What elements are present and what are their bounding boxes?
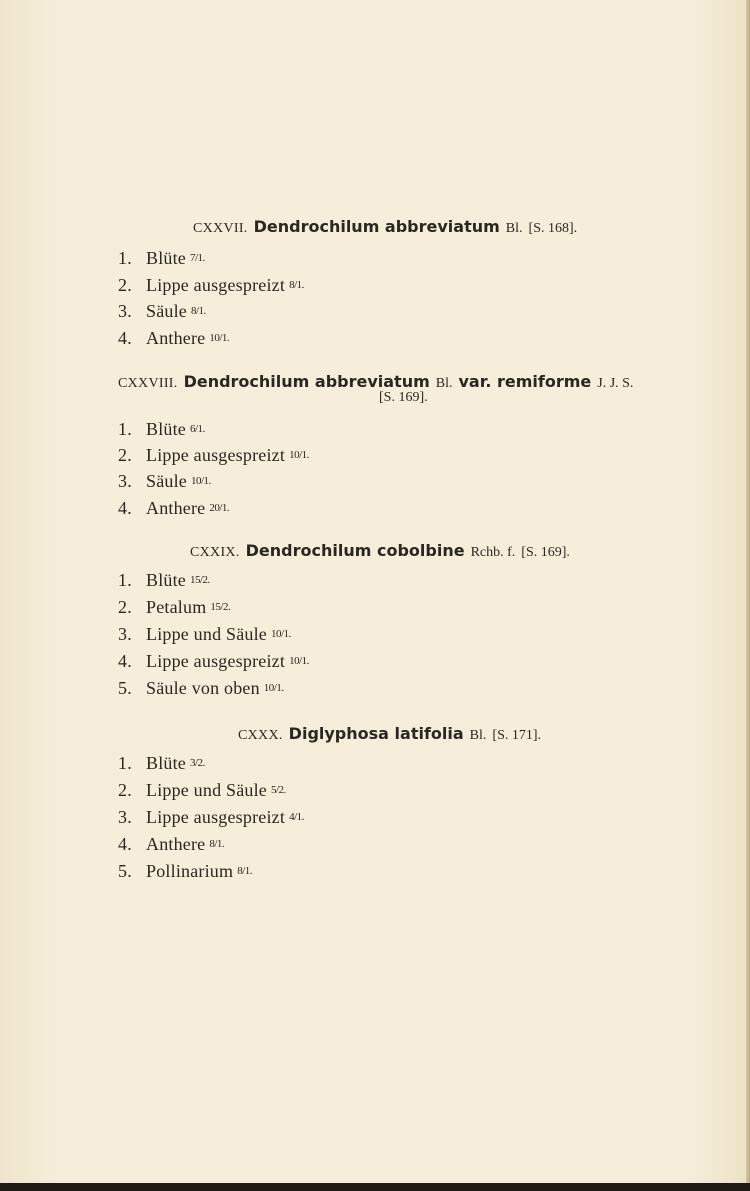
list-item: 5. Säule von oben 10/1. — [118, 678, 284, 698]
item-text: Petalum — [146, 597, 207, 617]
list-item: 3. Säule 8/1. — [118, 301, 206, 321]
item-text: Blüte — [146, 419, 186, 439]
magnification: 10/1. — [289, 449, 309, 461]
item-text: Anthere — [146, 328, 206, 348]
list-item: 1. Blüte 3/2. — [118, 753, 205, 773]
magnification: 15/2. — [190, 574, 210, 586]
magnification: 8/1. — [289, 279, 304, 291]
magnification: 10/1. — [270, 628, 291, 640]
magnification: 10/1. — [191, 475, 211, 487]
list-item: 2. Petalum 15/2. — [118, 597, 231, 617]
variety-name: var. remiforme — [458, 372, 592, 391]
item-text: Lippe ausgespreizt — [146, 445, 286, 465]
magnification: 10/1. — [209, 332, 230, 344]
list-item: 4. Lippe ausgespreizt 10/1. — [118, 651, 309, 671]
item-text: Lippe ausgespreizt — [146, 275, 286, 295]
section-heading — [118, 372, 633, 392]
item-text: Säule von oben — [146, 678, 260, 698]
list-item: 3. Lippe und Säule 10/1. — [118, 624, 291, 644]
species-author: Bl. — [505, 221, 523, 236]
list-item: 2. Lippe ausgespreizt 10/1. — [118, 445, 309, 465]
magnification: 8/1. — [237, 865, 253, 877]
item-text: Blüte — [146, 570, 186, 590]
magnification: 7/1. — [190, 252, 205, 264]
section-number: CXXX. — [238, 728, 283, 743]
item-text: Lippe ausgespreizt — [146, 807, 286, 827]
magnification: 15/2. — [210, 601, 231, 613]
list-item: 4. Anthere 10/1. — [118, 328, 230, 348]
species-name: Dendrochilum abbreviatum — [253, 217, 500, 236]
page-reference: [S. 168]. — [528, 221, 578, 236]
species-author: Bl. — [435, 376, 453, 391]
list-item: 3. Säule 10/1. — [118, 471, 211, 491]
magnification: 6/1. — [190, 423, 205, 435]
page-edge-right — [746, 0, 750, 1191]
item-text: Lippe ausgespreizt — [146, 651, 286, 671]
page-reference: [S. 171]. — [492, 728, 542, 743]
magnification: 10/1. — [289, 655, 309, 667]
species-name: Diglyphosa latifolia — [288, 724, 464, 743]
list-item: 5. Pollinarium 8/1. — [118, 861, 253, 881]
section-number: CXXVIII. — [118, 376, 178, 391]
section-number: CXXVII. — [193, 221, 248, 236]
magnification: 20/1. — [209, 502, 230, 514]
item-text: Anthere — [146, 498, 206, 518]
item-text: Blüte — [146, 248, 186, 268]
variety-author: J. J. S. — [597, 376, 634, 391]
species-name: Dendrochilum cobolbine — [245, 541, 465, 560]
section-heading — [190, 541, 570, 561]
magnification: 10/1. — [263, 682, 284, 694]
item-text: Säule — [146, 301, 187, 321]
list-item: 2. Lippe und Säule 5/2. — [118, 780, 286, 800]
magnification: 8/1. — [191, 305, 206, 317]
list-item: 4. Anthere 8/1. — [118, 834, 225, 854]
list-item: 1. Blüte 7/1. — [118, 248, 205, 268]
list-item: 3. Lippe ausgespreizt 4/1. — [118, 807, 304, 827]
page-reference: [S. 169]. — [379, 390, 428, 405]
list-item: 1. Blüte 15/2. — [118, 570, 210, 590]
page-edge-bottom — [0, 1183, 750, 1191]
magnification: 8/1. — [209, 838, 225, 850]
list-item: 1. Blüte 6/1. — [118, 419, 205, 439]
list-item: 2. Lippe ausgespreizt 8/1. — [118, 275, 304, 295]
item-text: Pollinarium — [146, 861, 234, 881]
magnification: 3/2. — [190, 757, 205, 769]
section-heading — [193, 217, 577, 237]
section-heading — [238, 724, 541, 744]
item-text: Lippe und Säule — [146, 780, 267, 800]
item-text: Blüte — [146, 753, 186, 773]
species-name: Dendrochilum abbreviatum — [183, 372, 430, 391]
section-number: CXXIX. — [190, 545, 240, 560]
page-reference: [S. 169]. — [521, 545, 570, 560]
item-text: Säule — [146, 471, 187, 491]
species-author: Rchb. f. — [470, 545, 516, 560]
magnification: 4/1. — [289, 811, 304, 823]
list-item: 4. Anthere 20/1. — [118, 498, 230, 518]
magnification: 5/2. — [270, 784, 286, 796]
item-text: Anthere — [146, 834, 206, 854]
species-author: Bl. — [469, 728, 487, 743]
item-text: Lippe und Säule — [146, 624, 267, 644]
